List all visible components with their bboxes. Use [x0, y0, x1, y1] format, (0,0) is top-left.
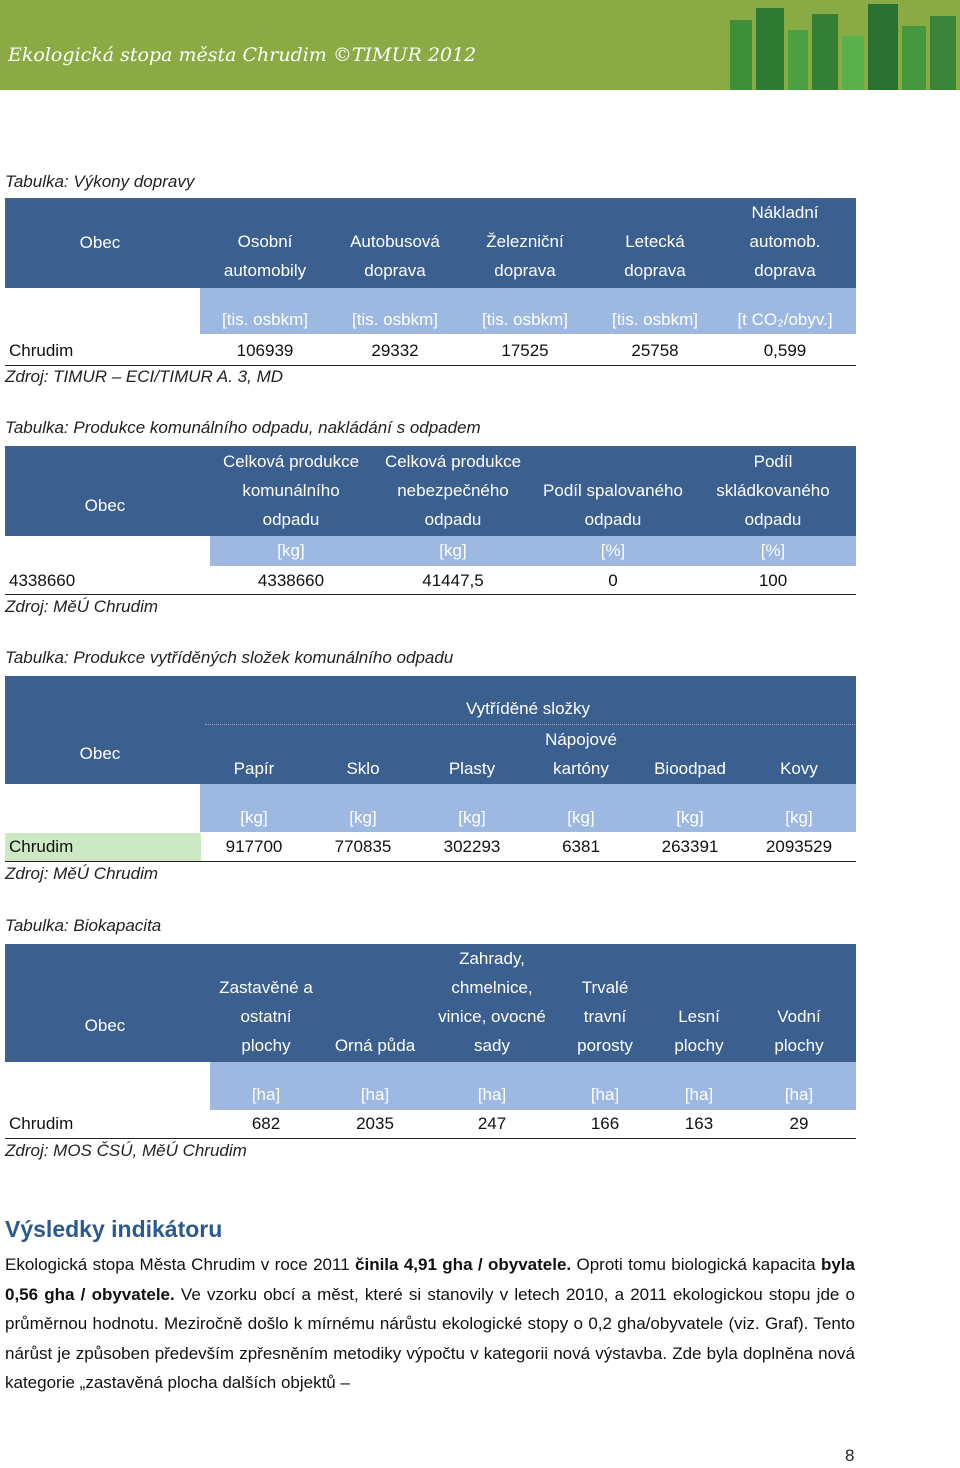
table3-cell: 6381: [562, 837, 600, 856]
table4-col-line3: ostatní: [240, 1007, 292, 1026]
table4-obec-header: Obec: [84, 1016, 126, 1035]
table1-col-line2: Osobní: [237, 232, 293, 251]
table4-col-unit: [ha]: [251, 1085, 281, 1104]
table3-col-line2: Plasty: [448, 759, 496, 778]
table3-source: Zdroj: MěÚ Chrudim: [5, 864, 159, 883]
table2-col-line2: Podíl spalovaného: [543, 481, 683, 500]
table2-col-line1: Celková produkce: [222, 452, 360, 471]
table4-col-line4: sady: [474, 1036, 510, 1055]
table2-bottom-rule: [5, 594, 856, 595]
table1-row-name: Chrudim: [9, 341, 74, 360]
table4-col-line2: chmelnice,: [451, 978, 533, 997]
table3-col-line2: Kovy: [780, 759, 818, 778]
table4-col-line2: Trvalé: [581, 978, 629, 997]
table1-col-unit: [tis. osbkm]: [222, 310, 308, 329]
table1-col-line2: Železniční: [486, 232, 564, 251]
table4-row-name: Chrudim: [9, 1114, 74, 1133]
table2-cell: 0: [608, 571, 618, 590]
table3-col-line1: Nápojové: [545, 730, 617, 749]
table2-col-unit: [%]: [600, 541, 626, 560]
table2-col-unit: [kg]: [439, 541, 467, 560]
table3-group-header: Vytříděné složky: [465, 699, 591, 718]
table4-cell: 166: [590, 1114, 620, 1133]
table4-cell: 247: [477, 1114, 507, 1133]
table1-col-line3: doprava: [624, 261, 686, 280]
results-text-3: Ve vzorku obcí a měst, které si stanovily v letech 2010, a 2011 ekologickou stopu jde o průměrnou hodnotu. Meziročně došlo k mírnému nárůstu ekologické stopy o 0,2 gha/obyvatele (viz. Graf). Tento nárůst je způsoben především zpřesněním metodiky výpočtu v kategorii nová výstavba. Zde byla doplněna nová kategorie „zastavěná plocha dalších objektů –: [5, 1284, 855, 1392]
table2-col-line3: odpadu: [584, 510, 642, 529]
table1-col-line3: automobily: [223, 261, 307, 280]
page-number: 8: [845, 1446, 855, 1465]
table4-col-line4: plochy: [241, 1036, 291, 1055]
table3-cell: 2093529: [765, 837, 833, 856]
table2-source: Zdroj: MěÚ Chrudim: [5, 597, 159, 616]
table4-col-line3: vinice, ovocné: [438, 1007, 546, 1026]
table3-row-name: Chrudim: [9, 837, 74, 856]
table2-col-line3: odpadu: [744, 510, 802, 529]
table3-col-unit: [kg]: [458, 808, 486, 827]
table2-col-unit: [%]: [760, 541, 786, 560]
table2-caption: Tabulka: Produkce komunálního odpadu, nakládání s odpadem: [5, 418, 481, 437]
results-text-2: Oproti tomu biologická kapacita: [571, 1255, 821, 1274]
table3-col-unit: [kg]: [676, 808, 704, 827]
table4-bottom-rule: [5, 1138, 856, 1139]
table3-cell: 770835: [334, 837, 392, 856]
table2-col-line2: nebezpečného: [397, 481, 509, 500]
table3-caption: Tabulka: Produkce vytříděných složek komunálního odpadu: [5, 648, 454, 667]
table4-col-line4: plochy: [774, 1036, 824, 1055]
table2-col-line1: Celková produkce: [384, 452, 522, 471]
city-skyline-logo: [720, 0, 960, 90]
table4-col-unit: [ha]: [360, 1085, 390, 1104]
table3-obec-header: Obec: [79, 744, 121, 763]
table4-cell: 29: [789, 1114, 809, 1133]
table1-col-line3: doprava: [754, 261, 816, 280]
table3-col-line2: Bioodpad: [654, 759, 726, 778]
table2-obec-header: Obec: [84, 496, 126, 515]
table4-col-line4: Orná půda: [334, 1036, 416, 1055]
table3-col-line2: Sklo: [346, 759, 380, 778]
table1-cell: 0,599: [763, 341, 807, 360]
table1-bottom-rule: [5, 365, 856, 366]
header-title: Ekologická stopa města Chrudim ©TIMUR 2012: [8, 44, 477, 66]
results-heading: Výsledky indikátoru: [5, 1216, 223, 1242]
table4-source: Zdroj: MOS ČSÚ, MěÚ Chrudim: [5, 1141, 247, 1160]
table1-col-line3: doprava: [364, 261, 426, 280]
table2-cell: 41447,5: [422, 571, 484, 590]
table2-row-name: 4338660: [9, 571, 76, 590]
table4-col-unit: [ha]: [590, 1085, 620, 1104]
table3-bottom-rule: [5, 861, 856, 862]
table3-cell: 302293: [443, 837, 501, 856]
table3-col-line2: kartóny: [553, 759, 609, 778]
table1-col-line3: doprava: [494, 261, 556, 280]
table1-col-line2: Letecká: [625, 232, 685, 251]
table1-obec-header: Obec: [79, 233, 121, 252]
table4-col-line3: travní: [583, 1007, 627, 1026]
table2-col-line2: skládkovaného: [716, 481, 830, 500]
table1-col-line1: Nákladní: [751, 203, 819, 222]
table3-col-unit: [kg]: [349, 808, 377, 827]
table4-caption: Tabulka: Biokapacita: [5, 916, 162, 935]
table3-col-unit: [kg]: [567, 808, 595, 827]
table2-col-line1: Podíl: [753, 452, 793, 471]
table1-cell: 29332: [371, 341, 419, 360]
table1-col-line2: automob.: [749, 232, 821, 251]
table4-col-unit: [ha]: [684, 1085, 714, 1104]
table2-cell: 100: [758, 571, 788, 590]
table1-caption: Tabulka: Výkony dopravy: [5, 172, 195, 191]
table1-col-unit: [tis. osbkm]: [612, 310, 698, 329]
table3-col-unit: [kg]: [240, 808, 268, 827]
table1-col-unit: [tis. osbkm]: [352, 310, 438, 329]
table4-cell: 2035: [356, 1114, 394, 1133]
results-bold-1: činila 4,91 gha / obyvatele.: [355, 1255, 572, 1274]
table1-source: Zdroj: TIMUR – ECI/TIMUR A. 3, MD: [5, 367, 284, 386]
table1-col-line2: Autobusová: [350, 232, 440, 251]
table4-col-line3: Lesní: [678, 1007, 720, 1026]
table1-col-unit: [t CO₂/obyv.]: [737, 310, 833, 329]
results-bold-2: byla 0,56 gha / obyvatele.: [5, 1255, 855, 1304]
table4-col-line3: Vodní: [777, 1007, 821, 1026]
table3-col-unit: [kg]: [785, 808, 813, 827]
table1-cell: 17525: [501, 341, 549, 360]
table2-col-unit: [kg]: [277, 541, 305, 560]
results-text-1: Ekologická stopa Města Chrudim v roce 2011: [5, 1255, 356, 1274]
table4-cell: 682: [251, 1114, 281, 1133]
table1-cell: 25758: [631, 341, 679, 360]
results-paragraph: [5, 1250, 855, 1398]
table4-col-unit: [ha]: [477, 1085, 507, 1104]
table1-col-unit: [tis. osbkm]: [482, 310, 568, 329]
table4-cell: 163: [684, 1114, 714, 1133]
table3-cell: 263391: [661, 837, 719, 856]
table4-col-line1: Zahrady,: [459, 949, 525, 968]
table2-col-line3: odpadu: [424, 510, 482, 529]
table4-col-unit: [ha]: [784, 1085, 814, 1104]
table3-col-line2: Papír: [233, 759, 275, 778]
table1-cell: 106939: [236, 341, 294, 360]
table4-col-line4: porosty: [577, 1036, 633, 1055]
table3-cell: 917700: [225, 837, 283, 856]
table2-cell: 4338660: [257, 571, 325, 590]
table2-col-line3: odpadu: [262, 510, 320, 529]
table4-col-line2: Zastavěné a: [219, 978, 313, 997]
table2-col-line2: komunálního: [242, 481, 340, 500]
table4-col-line4: plochy: [674, 1036, 724, 1055]
